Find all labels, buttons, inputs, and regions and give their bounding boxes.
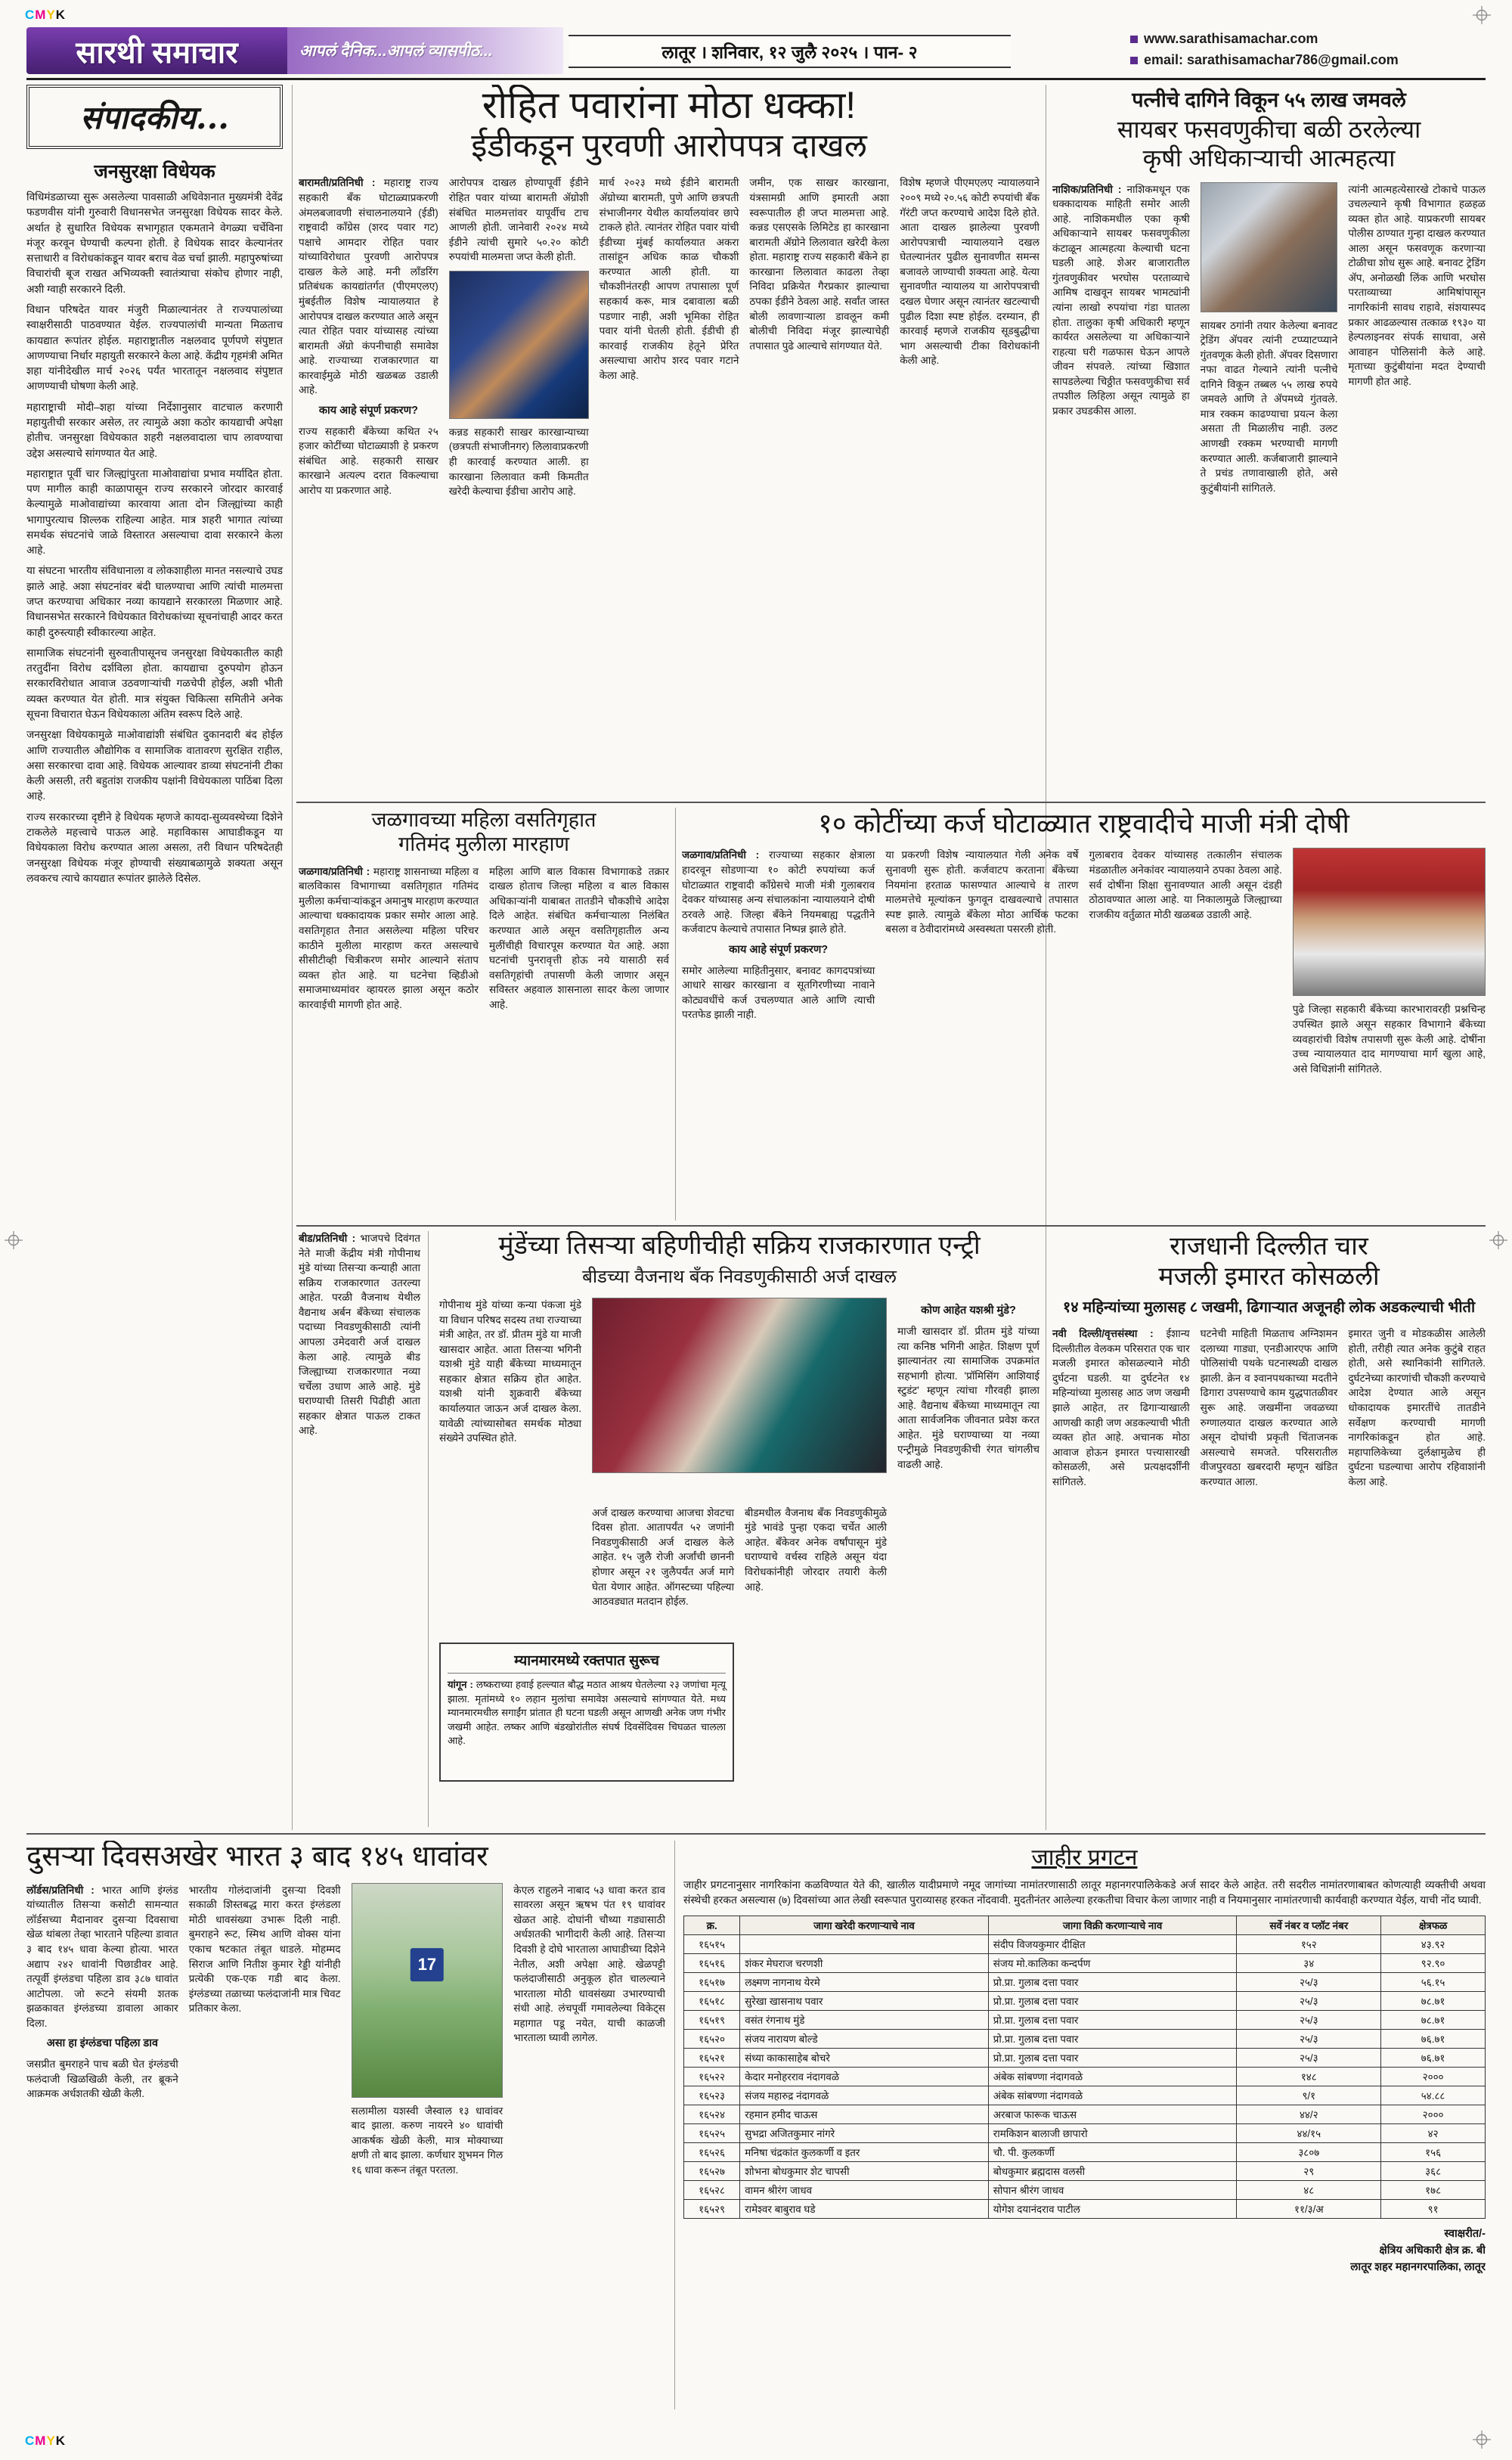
signature-line: स्वाक्षरीत/- (1444, 2228, 1486, 2240)
notice-table-cell: १७८ (1381, 2181, 1486, 2200)
loan-crosshead: काय आहे संपूर्ण प्रकरण? (729, 943, 829, 956)
cyber-kicker: पत्नीचे दागिने विकून ५५ लाख जमवले (1132, 88, 1406, 111)
notice-table-cell: वसंत रंगनाथ मुंडे (740, 2011, 989, 2030)
cmyk-mark-top: CMYK (25, 8, 67, 22)
notice-table-cell: प्रो.प्रा. गुलाब दत्ता पवार (988, 2049, 1237, 2068)
notice-table-cell: लक्ष्मण नागनाथ येरमे (740, 1973, 989, 1992)
notice-table-cell: २००० (1381, 2068, 1486, 2086)
notice-table-cell: १६५२६ (684, 2143, 740, 2162)
bullet-icon (1130, 57, 1138, 64)
notice-table-cell: ४४/२ (1237, 2105, 1381, 2124)
notice-title: जाहीर प्रगटन (1031, 1845, 1138, 1870)
hostel-headline-line2: गतिमंद मुलीला मारहाण (398, 833, 569, 856)
agriculture-officer-photo (1201, 182, 1338, 312)
notice-table-cell: सोपान श्रीरंग जाधव (988, 2181, 1237, 2200)
column-rule (292, 85, 293, 1830)
gulabrao-deokar-photo (1293, 848, 1486, 996)
editorial-column (26, 85, 287, 1816)
myanmar-text: लष्कराच्या हवाई हल्ल्यात बौद्ध मठात आश्रय घेतलेल्या २३ जणांचा मृत्यू झाला. मृतांमध्ये १० लहान मुलांचा समावेश असल्याचे सांगण्यात येते. मध्य म्यानमारमधील सगाईंग प्रांतात ही घटना घडली असून आणखी अनेक जण गंभीर जखमी आहेत. लष्कर आणि बंडखोरांतील संघर्ष दिवसेंदिवस चिघळत चालला आहे. (448, 1679, 726, 1747)
lead-body (299, 175, 1040, 780)
masthead-brand (26, 27, 287, 74)
munde-col-1: गोपीनाथ मुंडे यांच्या कन्या पंकजा मुंडे या विधान परिषद सदस्य तथा राज्याच्या मंत्री आहेत, तर डॉ. प्रीतम मुंडे या माजी खासदार आहेत. आता तिसऱ्या भगिनी यशश्री मुंडे याही बँकेच्या माध्यमातून सहकार क्षेत्रात सक्रिय होत आहेत. यशश्री यांनी शुक्रवारी बँकेच्या कार्यालयात जाऊन अर्ज दाखल केला. यावेळी त्यांच्यासोबत समर्थक मोठ्या संख्येने उपस्थित होते. (439, 1299, 581, 1444)
signature-line: क्षेत्रिय अधिकारी क्षेत्र क्र. बी (1379, 2244, 1486, 2257)
notice-table-cell: ५६.१५ (1381, 1973, 1486, 1992)
editorial-masthead-box (26, 85, 283, 149)
notice-table-cell: ३८०७ (1237, 2143, 1381, 2162)
notice-table (683, 1916, 1486, 2219)
cyber-dateline: नाशिक/प्रतिनिधी : (1052, 183, 1127, 195)
editorial-paragraph: विधान परिषदेत यावर मंजुरी मिळाल्यानंतर ते राज्यपालांच्या स्वाक्षरीसाठी पाठवण्यात येईल. राज्यपालांची मान्यता मिळताच कायद्यात रूपांतर होईल. महाराष्ट्रातील नक्षलवाद पूर्णपणे संपुष्टात आणण्याचा निर्धार महायुती सरकारने केला आहे. केंद्रीय गृहमंत्री अमित शहा यांनीदेखील मार्च २०२६ पर्यंत भारतातून नक्षलवाद संपुष्टात आणण्याची घोषणा केली आहे. (26, 303, 283, 392)
notice-table-cell: संजय नारायण बोल्डे (740, 2030, 989, 2049)
dateline-text: लातूर । शनिवार, १२ जुलै २०२५ । पान- २ (662, 42, 918, 62)
munde-crosshead: कोण आहेत यशश्री मुंडे? (921, 1304, 1016, 1317)
notice-table-cell: ३४ (1237, 1954, 1381, 1973)
cmyk-mark-bottom: CMYK (25, 2434, 67, 2448)
notice-table-cell: १६५२० (684, 2030, 740, 2049)
notice-table-cell: १६५२३ (684, 2086, 740, 2105)
notice-col-header: क्र. (684, 1916, 740, 1935)
notice-table-row (684, 2086, 1486, 2105)
lead-text: राज्य सहकारी बँकेच्या कथित २५ हजार कोटींच्या घोटाळ्याशी हे प्रकरण संबंधित आहे. सहकारी साखर कारखाने अत्यल्प दरात विकल्याचा आरोप या प्रकरणात आहे. (299, 425, 438, 496)
hostel-dateline: जळगाव/प्रतिनिधी : (299, 865, 373, 877)
notice-table-row (684, 2030, 1486, 2049)
notice-table-cell: २५/३ (1237, 2011, 1381, 2030)
notice-table-cell: प्रो.प्रा. गुलाब दत्ता पवार (988, 1992, 1237, 2011)
lead-headline: रोहित पवारांना मोठा धक्का! (482, 85, 857, 126)
munde-main-column (439, 1231, 1040, 1827)
loan-col-2: या प्रकरणी विशेष न्यायालयात गेली अनेक वर्षे सुनावणी सुरू होती. कर्जवाटप करताना बँकेच्या नियमांना हरताळ फासण्यात आल्याचे व तारण मालमत्तेचे मूल्यांकन फुगवून दाखवल्याचे तपासात स्पष्ट झाले. त्यामुळे बँकेला मोठा आर्थिक फटका बसला व ठेवीदारांमध्ये अस्वस्थता पसरली होती. (885, 849, 1079, 935)
notice-table-cell: १६५१५ (684, 1935, 740, 1954)
notice-table-row (684, 1973, 1486, 1992)
cricket-text: जसप्रीत बुमराहने पाच बळी घेत इंग्लंडची फलंदाजी खिळखिळी केली, तर ब्रूकने आक्रमक अर्धशतकी खेळी केली. (26, 2058, 178, 2100)
munde-col-4 (897, 1298, 1040, 1635)
notice-table-cell: रामेश्वर बाबुराव घडे (740, 2200, 989, 2219)
notice-table-cell: १६५१६ (684, 1954, 740, 1973)
notice-table-cell: २५/३ (1237, 2030, 1381, 2049)
notice-table-cell: १६५२७ (684, 2162, 740, 2181)
notice-table-cell: शंकर मेघराज चरणशी (740, 1954, 989, 1973)
munde-lead-column (299, 1231, 429, 1827)
notice-table-cell: चौ. पी. कुलकर्णी (988, 2143, 1237, 2162)
notice-table-cell: ४८ (1237, 2181, 1381, 2200)
hostel-text: महाराष्ट्र शासनाच्या महिला व बालविकास विभागाच्या वसतिगृहात गतिमंद मुलीला कर्मचाऱ्यांकडून अमानुष मारहाण करण्यात आल्याचा धक्कादायक प्रकार समोर आला आहे. वसतिगृहात तैनात असलेल्या महिला परिचर काठीने मुलीला मारहाण करत असल्याचे सीसीटीव्ही चित्रीकरण समोर आल्याने संताप व्यक्त होत आहे. या घटनेचा व्हिडीओ समाजमाध्यमांवर व्हायरल झाला असून कठोर कारवाईची मागणी होत आहे. (299, 865, 479, 1010)
jersey-number: 17 (411, 1948, 444, 1981)
notice-table-cell: २५/३ (1237, 1973, 1381, 1992)
notice-intro: जाहीर प्रगटनानुसार नागरिकांना कळविण्यात येते की, खालील यादीप्रमाणे नमूद जागांच्या नामांतरणासाठी लातूर महानगरपालिकेकडे अर्ज सादर केले आहेत. तरी सदरील नामांतरणाबाबत कोणत्याही व्यक्तीची अथवा संस्थेची हरकत असल्यास (७) दिवसांच्या आत लेखी स्वरूपात पुराव्यासह हरकत नोंदवावी. मुदतीनंतर आलेल्या हरकतीचा विचार केला जाणार नाही व नियमानुसार नामांतरणाची कार्यवाही करण्यात येईल, याची नोंद घ्यावी. (683, 1879, 1486, 1906)
registration-mark (1489, 1231, 1507, 1249)
delhi-subheadline: १४ महिन्यांच्या मुलासह ८ जखमी, ढिगाऱ्यात अजूनही लोक अडकल्याची भीती (1062, 1299, 1476, 1317)
signature-line: लातूर शहर महानगरपालिका, लातूर (1350, 2260, 1486, 2273)
cyber-fraud-story (1052, 85, 1486, 799)
editorial-paragraph: महाराष्ट्राची मोदी–शहा यांच्या निर्देशानुसार वाटचाल करणारी महायुतीची सरकार असेल, तर त्यामुळे अशा कठोर कायद्याची अपेक्षा होतीच. जनसुरक्षा विधेयकात शहरी नक्षलवादाला चाप लावण्याचा उद्देश असल्याचे सांगण्यात येत आहे. (26, 401, 283, 459)
cyber-text: सायबर ठगांनी तयार केलेल्या बनावट ट्रेडिंग ॲपवर त्यांनी टप्प्याटप्प्याने गुंतवणूक केली होती. ॲपवर दिसणारा नफा वाढत गेल्याने त्यांनी पत्नीचे दागिने विकून तब्बल ५५ लाख रुपये जमवले आणि ते ॲपमध्ये गुंतवले. मात्र रक्कम काढण्याचा प्रयत्न केला असता ती मिळालीच नाही. उलट आणखी रक्कम भरण्याची मागणी करण्यात आली. कर्जबाजारी झाल्याने ते प्रचंड तणावाखाली होते, असे कुटुंबीयांनी सांगितले. (1200, 319, 1338, 494)
myanmar-headline: म्यानमारमध्ये रक्तपात सुरूच (448, 1650, 726, 1674)
lead-crosshead: काय आहे संपूर्ण प्रकरण? (318, 404, 418, 417)
notice-table-cell: प्रो.प्रा. गुलाब दत्ता पवार (988, 2030, 1237, 2049)
registration-mark (1473, 2431, 1491, 2449)
notice-table-cell: ४२ (1381, 2124, 1486, 2143)
notice-table-cell: १६५१९ (684, 2011, 740, 2030)
notice-table-cell: संध्या काकासाहेब बोचरे (740, 2049, 989, 2068)
notice-table-cell: मनिषा चंद्रकांत कुलकर्णी व इतर (740, 2143, 989, 2162)
cricket-headline: दुसऱ्या दिवसअखेर भारत ३ बाद १४५ धावांवर (26, 1841, 488, 1872)
loan-text: राज्याच्या सहकार क्षेत्राला हादरवून सोडणाऱ्या १० कोटी रुपयांच्या कर्ज घोटाळ्यात राष्ट्रवादी काँग्रेसचे माजी मंत्री गुलाबराव देवकर यांच्यासह अन्य संचालकांना न्यायालयाने दोषी ठरवले आहे. जिल्हा बँकेने नियमबाह्य पद्धतीने कर्जवाटप केल्याचे तपासात निष्पन्न झाले होते. (682, 849, 875, 935)
notice-table-cell: १६५१७ (684, 1973, 740, 1992)
notice-table-row (684, 2200, 1486, 2219)
cricket-col-2: भारतीय गोलंदाजांनी दुसऱ्या दिवशी सकाळी शिस्तबद्ध मारा करत इंग्लंडला मोठी धावसंख्या उभारू दिली नाही. बुमराहने रूट, स्मिथ आणि वोक्स यांना एकाच षटकात तंबूत धाडले. मोहम्मद सिराज आणि नितीश कुमार रेड्डी यांनीही प्रत्येकी एक-एक गडी बाद केला. इंग्लंडच्या तळाच्या फलंदाजांनी मात्र चिवट प्रतिकार केला. (188, 1884, 341, 2015)
hostel-body (299, 864, 669, 1205)
notice-table-row (684, 1954, 1486, 1973)
notice-table-head (684, 1916, 1486, 1935)
notice-table-row (684, 2011, 1486, 2030)
notice-table-cell: रामकिशन बालाजी छापारो (988, 2124, 1237, 2143)
notice-table-cell: २९ (1237, 2162, 1381, 2181)
lead-col-2 (449, 175, 589, 780)
lead-col-3: मार्च २०२३ मध्ये ईडीने बारामती ॲग्रोच्या बारामती, पुणे आणि छत्रपती संभाजीनगर येथील कार्यालयांवर छापे टाकले होते. त्यानंतर रोहित पवार यांची ईडीच्या मुंबई कार्यालयात अकरा तासांहून अधिक काळ चौकशी करण्यात आली होती. या चौकशीनंतरही आपण तपासाला पूर्ण सहकार्य करू, मात्र दबावाला बळी पडणार नाही, अशी भूमिका रोहित पवार यांनी घेतली होती. ईडीची ही कारवाई राजकीय हेतूने प्रेरित असल्याचा आरोप शरद पवार गटाने केला आहे. (599, 177, 739, 381)
munde-sisters-photo (592, 1298, 887, 1473)
cricket-body (26, 1883, 665, 2390)
munde-text: माजी खासदार डॉ. प्रीतम मुंडे यांच्या त्या कनिष्ठ भगिनी आहेत. शिक्षण पूर्ण झाल्यानंतर त्या सामाजिक उपक्रमांत सहभागी होत्या. 'प्रॉमिसिंग आशियाई स्टुडंट' म्हणून त्यांचा गौरवही झाला आहे. वैद्यनाथ बँकेच्या माध्यमातून त्या आता सार्वजनिक जीवनात प्रवेश करत आहेत. मुंडे घराण्याच्या या नव्या एन्ट्रीमुळे निवडणुकीची रंगत चांगलीच वाढली आहे. (897, 1325, 1040, 1471)
editorial-paragraph: या संघटना भारतीय संविधानाला व लोकशाहीला मानत नसल्याचे उघड झाले आहे. अशा संघटनांवर बंदी घालण्याचा आणि त्यांची मालमत्ता जप्त करण्याचा अधिकार नव्या कायद्याने सरकारला मिळणार आहे. विधानसभेत सरकारने विधेयकात विरोधकांच्या सूचनांचाही आदर करत काही दुरुस्त्याही स्वीकारल्या आहेत. (26, 565, 283, 638)
notice-signature (683, 2226, 1486, 2275)
public-notice (683, 1841, 1486, 2412)
newspaper-name: सारथी समाचार (76, 36, 238, 70)
notice-table-row (684, 1992, 1486, 2011)
editorial-paragraph: विधिमंडळाच्या सुरू असलेल्या पावसाळी अधिवेशनात मुख्यमंत्री देवेंद्र फडणवीस यांनी गुरुवारी विधानसभेत जनसुरक्षा विधेयक सादर केले. अर्थात हे सुधारित विधेयक सभागृहात एकमताने वेगळ्या चर्चेविना मंजूर करवून घेण्याची कल्पना होती. हे विधेयक सादर केल्यानंतर सत्ताधारी व विरोधकांकडून यावर बराच वेळ चर्चा झाली. महापुरुषांच्या विचारांची बूज राखत अभिव्यक्ती स्वातंत्र्याचा संकोच होणार नाही, अशी ग्वाही सरकारने दिली. (26, 191, 283, 295)
cricket-text: भारत आणि इंग्लंड यांच्यातील तिसऱ्या कसोटी सामन्यात लॉर्डसच्या मैदानावर दुसऱ्या दिवसाचा खेळ थांबला तेव्हा भारताने पहिल्या डावात ३ बाद १४५ धावा केल्या होत्या. भारत अद्याप २४२ धावांनी पिछाडीवर आहे. तत्पूर्वी इंग्लंडचा पहिला डाव ३८७ धावांत आटोपला. जो रूटने संयमी शतक झळकावत इंग्लंडच्या डावाला आकार दिला. (26, 1884, 178, 2029)
notice-table-cell (740, 1935, 989, 1954)
lead-text: महाराष्ट्र राज्य सहकारी बँक घोटाळ्याप्रकरणी अंमलबजावणी संचालनालयाने (ईडी) राष्ट्रवादी काँग्रेस (शरद पवार गट) पक्षाचे आमदार रोहित पवार यांच्याविरोधात पुरवणी आरोपपत्र दाखल केले आहे. मनी लाँडरिंग प्रतिबंधक कायद्यांतर्गत (पीएमएलए) मुंबईतील विशेष न्यायालयात हे आरोपपत्र दाखल करण्यात आले असून त्यात रोहित पवार यांच्यासह त्यांच्या बारामती ॲग्रो कंपनीचाही समावेश आहे. राज्याच्या राजकारणात या कारवाईमुळे मोठी खळबळ उडाली आहे. (299, 177, 438, 396)
masthead-tagline (287, 27, 563, 74)
editorial-body (26, 190, 283, 886)
delhi-headline-line1: राजधानी दिल्लीत चार (1170, 1232, 1368, 1261)
lead-col-4: जमीन, एक साखर कारखाना, यंत्रसामग्री आणि इमारती अशा स्वरूपातील ही जप्त मालमत्ता आहे. कन्नड एसएसके लिमिटेड हा कारखाना बारामती ॲग्रोने लिलावात खरेदी केला होता. महाराष्ट्र राज्य सहकारी बँकेने हा कारखाना लिलावात काढला तेव्हा निविदा प्रक्रियेत गैरप्रकार झाल्याचा ठपका ईडीने ठेवला आहे. सर्वांत जास्त बोली लावणाऱ्याला डावलून कमी बोलीची निविदा मंजूर झाल्याचेही तपासात पुढे आल्याचे सांगण्यात येते. (749, 177, 890, 352)
cricket-text: सलामीला यशस्वी जैस्वाल १३ धावांवर बाद झाला. करुण नायरने ४० धावांची आकर्षक खेळी केली, मात्र मोक्याच्या क्षणी तो बाद झाला. कर्णधार शुभमन गिल १६ धावा करून तंबूत परतला. (351, 2105, 503, 2176)
lead-col-1 (299, 175, 438, 780)
column-rule (675, 808, 676, 1221)
notice-table-cell: ९२.९० (1381, 1954, 1486, 1973)
notice-table-cell: १६५२८ (684, 2181, 740, 2200)
munde-text: भाजपचे दिवंगत नेते माजी केंद्रीय मंत्री गोपीनाथ मुंडे यांच्या तिसऱ्या कन्याही आता सक्रिय राजकारणात उतरल्या आहेत. परळी वैजनाथ येथील वैद्यनाथ अर्बन बँकेच्या संचालक पदाच्या निवडणुकीसाठी त्यांनी आपला उमेदवारी अर्ज दाखल केला आहे. त्यामुळे बीड जिल्ह्याच्या राजकारणात नव्या चर्चेला उधाण आले आहे. मुंडे घराण्याची तिसरी पिढीही आता सहकार क्षेत्रात पाऊल टाकत आहे. (299, 1233, 420, 1437)
notice-table-cell: १५२ (1237, 1935, 1381, 1954)
lead-text: आरोपपत्र दाखल होण्यापूर्वी ईडीने रोहित पवार यांच्या बारामती ॲग्रोशी संबंधित मालमत्तांवर यापूर्वीच टाच आणली होती. जानेवारी २०२४ मध्ये ईडीने त्यांची सुमारे ५०.२० कोटी रुपयांची मालमत्ता जप्त केली होती. (448, 177, 589, 263)
masthead-dateline (569, 35, 1011, 68)
website-text: www.sarathisamachar.com (1144, 31, 1318, 46)
hostel-col-1 (299, 864, 479, 1205)
notice-table-body (684, 1935, 1486, 2219)
munde-story (299, 1231, 1040, 1827)
notice-table-cell: २५/३ (1237, 1992, 1381, 2011)
notice-table-cell: ४३.९२ (1381, 1935, 1486, 1954)
delhi-body (1052, 1326, 1486, 1810)
cyber-headline (1052, 116, 1486, 173)
notice-table-cell: संजय महारुद्र नंदागवळे (740, 2086, 989, 2105)
notice-col-header: जागा विक्री करणाऱ्याचे नाव (988, 1916, 1237, 1935)
notice-table-cell: सुरेखा खासनाथ पवार (740, 1992, 989, 2011)
bullet-icon (1130, 36, 1138, 43)
cricket-col-3 (352, 1883, 503, 2390)
notice-table-cell: योगेश दयानंदराव पाटील (988, 2200, 1237, 2219)
notice-table-cell: १५६ (1381, 2143, 1486, 2162)
notice-table-cell: ७८.७१ (1381, 1992, 1486, 2011)
delhi-headline (1052, 1231, 1486, 1292)
section-rule (296, 1225, 1486, 1227)
notice-table-cell: ९१ (1381, 2200, 1486, 2219)
loan-scam-story (682, 808, 1486, 1220)
notice-table-cell: बोधकुमार ब्रह्मदास वलसी (988, 2162, 1237, 2181)
notice-table-cell: ५४.८८ (1381, 2086, 1486, 2105)
notice-table-cell: १६५२५ (684, 2124, 740, 2143)
notice-col-header: क्षेत्रफळ (1381, 1916, 1486, 1935)
notice-table-cell: संदीप विजयकुमार दीक्षित (988, 1935, 1237, 1954)
notice-table-cell: १४८ (1237, 2068, 1381, 2086)
editorial-script-title: संपादकीय... (80, 99, 229, 136)
delhi-col-1 (1052, 1326, 1190, 1810)
masthead-contact (1130, 29, 1486, 71)
notice-table-row (684, 2068, 1486, 2086)
hostel-headline-line1: जळगावच्या महिला वसतिगृहात (371, 808, 596, 831)
cricket-dateline: लॉर्डस/प्रतिनिधी : (26, 1884, 102, 1896)
editorial-paragraph: जनसुरक्षा विधेयकामुळे माओवाद्यांशी संबंधित दुकानदारी बंद होईल आणि राज्यातील औद्योगिक व सामाजिक वातावरण सुरक्षित राहील, असा सरकारचा दावा आहे. विधेयक आल्यावर डाव्या संघटनांनी टीका केली असली, तरी बहुतांश राजकीय पक्षांनी विधेयकाला पाठिंबा दिला आहे. (26, 729, 283, 802)
loan-text: समोर आलेल्या माहितीनुसार, बनावट कागदपत्रांच्या आधारे साखर कारखाना व सूतगिरणीच्या नावाने कोट्यवधींचे कर्ज उचलण्यात आले आणि त्याची परतफेड झाली नाही. (682, 964, 875, 1021)
cyber-headline-line2: कृषी अधिकाऱ्याची आत्महत्या (1142, 144, 1396, 172)
hostel-col-2: महिला आणि बाल विकास विभागाकडे तक्रार दाखल होताच जिल्हा महिला व बाल विकास अधिकाऱ्यांनी याबाबत तातडीने चौकशीचे आदेश दिले आहेत. संबंधित कर्मचाऱ्याला निलंबित करण्यात आले असून वसतिगृहातील अन्य मुलींचीही विचारपूस करण्यात येत आहे. अशा घटनांची पुनरावृत्ती होऊ नये यासाठी सर्व वसतिगृहांची तपासणी केली जाणार असून सविस्तर अहवाल शासनाला सादर केला जाणार आहे. (489, 865, 669, 1010)
munde-subheadline: बीडच्या वैजनाथ बँक निवडणुकीसाठी अर्ज दाखल (582, 1267, 897, 1288)
lead-dateline: बारामती/प्रतिनिधी : (299, 177, 384, 189)
notice-table-row (684, 2143, 1486, 2162)
cricket-crosshead: असा हा इंग्लंडचा पहिला डाव (46, 2037, 159, 2050)
notice-table-cell: शोभना बोधकुमार शेट चापसी (740, 2162, 989, 2181)
editorial-paragraph: सामाजिक संघटनांनी सुरुवातीपासूनच जनसुरक्षा विधेयकातील काही तरतुदींना विरोध दर्शविला होता. कायद्याचा दुरुपयोग होऊन सरकारविरोधात आवाज उठवणाऱ्यांची गळचेपी होईल, अशी भीती व्यक्त करण्यात येत होती. मात्र संयुक्त चिकित्सा समितीने अनेक सूचना विचारात घेऊन विधेयकाला अंतिम स्वरूप दिले आहे. (26, 647, 283, 720)
notice-table-cell: रहमान हमीद चाऊस (740, 2105, 989, 2124)
column-rule (674, 1841, 675, 2409)
notice-table-row (684, 2105, 1486, 2124)
loan-col-3: गुलाबराव देवकर यांच्यासह तत्कालीन संचालक मंडळातील अनेकांवर न्यायालयाने ठपका ठेवला आहे. सर्व दोषींना शिक्षा सुनावण्यात आली असून दंडही ठोठावण्यात आला आहे. या निकालामुळे जिल्ह्याच्या राजकीय वर्तुळात मोठी खळबळ उडाली आहे. (1089, 849, 1282, 920)
myanmar-story (439, 1643, 734, 1782)
delhi-col-2: घटनेची माहिती मिळताच अग्निशमन दलाच्या गाड्या, एनडीआरएफ आणि पोलिसांची पथके घटनास्थळी दाखल झाली. क्रेन व श्वानपथकाच्या मदतीने ढिगारा उपसण्याचे काम युद्धपातळीवर सुरू आहे. जखमींना जवळच्या रुग्णालयात दाखल करण्यात आले असून दोघांची प्रकृती चिंताजनक असल्याचे समजते. परिसरातील वीजपुरवठा खबरदारी म्हणून खंडित करण्यात आला. (1200, 1328, 1338, 1487)
delhi-dateline: नवी दिल्ली/वृत्तसंस्था : (1052, 1328, 1167, 1340)
cyber-headline-line1: सायबर फसवणुकीचा बळी ठरलेल्या (1117, 116, 1421, 143)
delhi-collapse-story (1052, 1231, 1486, 1827)
notice-table-row (684, 2162, 1486, 2181)
delhi-col-3: इमारत जुनी व मोडकळीस आलेली होती, तरीही त्यात अनेक कुटुंबे राहत होती, असे स्थानिकांनी सांगितले. दुर्घटनेच्या कारणांची चौकशी करण्याचे आदेश देण्यात आले असून धोकादायक इमारतींचे तातडीने सर्वेक्षण करण्याची मागणी नागरिकांकडून होत आहे. महापालिकेच्या दुर्लक्षामुळेच ही दुर्घटना घडल्याचा आरोप रहिवाशांनी केला आहे. (1348, 1328, 1486, 1487)
notice-table-cell: अंबेक सांबण्णा नंदागवळे (988, 2068, 1237, 2086)
munde-col-3: बीडमधील वैजनाथ बँक निवडणुकीमुळे मुंडे भावंडे पुन्हा एकदा चर्चेत आली आहेत. बँकेवर अनेक वर्षांपासून मुंडे घराण्याचे वर्चस्व राहिले असून यंदा विरोधकांनीही जोरदार तयारी केली आहे. (745, 1506, 887, 1593)
cyber-body (1052, 182, 1486, 780)
email-text: email: sarathisamachar786@gmail.com (1144, 51, 1399, 67)
myanmar-body (448, 1678, 726, 1748)
notice-table-cell: ४४/१५ (1237, 2124, 1381, 2143)
notice-table-cell: प्रो.प्रा. गुलाब दत्ता पवार (988, 1973, 1237, 1992)
cyber-col-3: त्यांनी आत्महत्येसारखे टोकाचे पाऊल उचलल्याने कृषी विभागात हळहळ व्यक्त होत आहे. याप्रकरणी सायबर पोलीस ठाण्यात गुन्हा दाखल करण्यात आला असून फसवणूक करणाऱ्या टोळीचा शोध सुरू आहे. बनावट ट्रेडिंग ॲप, अनोळखी लिंक आणि भरघोस परताव्याच्या आमिषांपासून नागरिकांनी सावध राहावे, संशयास्पद प्रकार आढळल्यास तत्काळ १९३० या हेल्पलाइनवर संपर्क साधावा, असे आवाहन पोलिसांनी केले आहे. मृताच्या कुटुंबीयांना मदत देण्याची मागणी होत आहे. (1348, 183, 1486, 387)
cyber-col-2 (1201, 182, 1338, 780)
lead-col-5: विशेष म्हणजे पीएमएलए न्यायालयाने २००९ मध्ये २०.५६ कोटी रुपयांची बँक गॅरंटी जप्त करण्याचे आदेश दिले होते. आता दाखल झालेल्या पुरवणी आरोपपत्राची न्यायालयाने दखल घेतल्यानंतर पुढील सुनावणीत समन्स बजावले जाण्याची शक्यता आहे. येत्या सुनावणीत न्यायालय या आरोपपत्राची दखल घेणार असून त्यानंतर खटल्याची पुढील दिशा स्पष्ट होईल. दरम्यान, ही कारवाई म्हणजे राजकीय सूडबुद्धीचा भाग असल्याची टीका विरोधकांनी केली आहे. (900, 177, 1040, 367)
notice-col-header: सर्वे नंबर व प्लॉट नंबर (1237, 1916, 1381, 1935)
batsman-photo (352, 1883, 503, 2098)
tagline-text: आपलं दैनिक...आपलं व्यासपीठ... (299, 42, 493, 60)
notice-table-cell: ११/३/अ (1237, 2200, 1381, 2219)
masthead-rule (26, 78, 1486, 80)
cricket-col-4: केएल राहुलने नाबाद ५३ धावा करत डाव सावरला असून ऋषभ पंत १९ धावांवर खेळत आहे. दोघांनी चौथ्या गड्यासाठी अर्धशतकी भागीदारी केली आहे. तिसऱ्या दिवशी हे दोघे भारताला आघाडीच्या दिशेने नेतील, अशी अपेक्षा आहे. खेळपट्टी फलंदाजीसाठी अनुकूल होत चालल्याने भारताला मोठी धावसंख्या उभारण्याची संधी आहे. लंचपूर्वी गमावलेल्या विकेट्स महागात पडू नयेत, याची काळजी भारताला घ्यावी लागेल. (513, 1884, 665, 2044)
delhi-text: ईशान्य दिल्लीतील वेलकम परिसरात एक चार मजली इमारत कोसळल्याने मोठी दुर्घटना घडली. या दुर्घटनेत १४ महिन्यांच्या मुलासह आठ जण जखमी झाले आहेत, तर ढिगाऱ्याखाली आणखी काही जण अडकल्याची भीती व्यक्त होत आहे. अचानक मोठा आवाज होऊन इमारत पत्त्यासारखी कोसळली, असे प्रत्यक्षदर्शींनी सांगितले. (1052, 1328, 1190, 1487)
editorial-headline: जनसुरक्षा विधेयक (94, 161, 215, 182)
notice-table-cell: १६५२२ (684, 2068, 740, 2086)
notice-table-cell: १६५२१ (684, 2049, 740, 2068)
notice-table-row (684, 1935, 1486, 1954)
munde-headline: मुंडेंच्या तिसऱ्या बहिणीचीही सक्रिय राजकारणात एन्ट्री (498, 1231, 981, 1260)
notice-table-cell: सुभद्रा अजितकुमार नांगरे (740, 2124, 989, 2143)
notice-table-row (684, 2181, 1486, 2200)
rohit-pawar-photo (449, 271, 589, 419)
notice-table-row (684, 2124, 1486, 2143)
notice-table-cell: ९/१ (1237, 2086, 1381, 2105)
notice-table-cell: अरबाज फारूक चाऊस (988, 2105, 1237, 2124)
registration-mark (5, 1231, 23, 1249)
cyber-text: नाशिकमधून एक धक्कादायक माहिती समोर आली आहे. नाशिकमधील एका कृषी अधिकाऱ्याने सायबर फसवणुकीला कंटाळून आत्महत्या केल्याची घटना घडली आहे. शेअर बाजारातील गुंतवणुकीवर भरघोस परताव्याचे आमिष दाखवून सायबर भामट्यांनी त्यांना लाखो रुपयांचा गंडा घातला होता. तालुका कृषी अधिकारी म्हणून कार्यरत असलेल्या या अधिकाऱ्याने राहत्या घरी गळफास घेऊन आपले जीवन संपवले. त्यांच्या खिशात सापडलेल्या चिठ्ठीत फसवणुकीचा सर्व तपशील लिहिला असून त्यामुळे हा प्रकार उघडकीस आला. (1052, 183, 1190, 417)
loan-headline: १० कोटींच्या कर्ज घोटाळ्यात राष्ट्रवादीचे माजी मंत्री दोषी (818, 808, 1349, 839)
notice-table-row (684, 2049, 1486, 2068)
notice-table-cell: अंबेक सांबण्णा नंदागवळे (988, 2086, 1237, 2105)
section-rule (296, 802, 1486, 803)
loan-dateline: जळगाव/प्रतिनिधी : (682, 849, 769, 861)
notice-table-cell: २००० (1381, 2105, 1486, 2124)
cricket-col-1 (26, 1883, 178, 2390)
notice-table-cell: ७६.७१ (1381, 2030, 1486, 2049)
lead-subheadline: ईडीकडून पुरवणी आरोपपत्र दाखल (471, 128, 867, 164)
section-rule (26, 1833, 1486, 1835)
notice-table-cell: केदार मनोहरराव नंदागवळे (740, 2068, 989, 2086)
loan-text: पुढे जिल्हा सहकारी बँकेच्या कारभारावरही प्रश्नचिन्ह उपस्थित झाले असून सहकार विभागाने बँकेच्या व्यवहारांची विशेष तपासणी सुरू केली आहे. दोषींना उच्च न्यायालयात दाद मागण्याचा मार्ग खुला आहे, असे विधिज्ञांनी सांगितले. (1292, 1004, 1486, 1075)
lead-story (299, 85, 1040, 799)
loan-body (682, 848, 1486, 1196)
munde-col-2: अर्ज दाखल करण्याचा आजचा शेवटचा दिवस होता. आतापर्यंत ५२ जणांनी निवडणुकीसाठी अर्ज दाखल केले आहेत. १५ जुलै रोजी अर्जांची छाननी होणार असून २१ जुलैपर्यंत अर्ज मागे घेता येणार आहेत. ऑगस्टच्या पहिल्या आठवड्यात मतदान होईल. (592, 1506, 734, 1608)
loan-col-1 (682, 848, 875, 1196)
delhi-headline-line2: मजली इमारत कोसळली (1158, 1262, 1380, 1292)
registration-mark (1473, 6, 1491, 24)
notice-table-cell: १६५१८ (684, 1992, 740, 2011)
munde-dateline: बीड/प्रतिनिधी : (299, 1233, 361, 1244)
editorial-paragraph: महाराष्ट्रात पूर्वी चार जिल्ह्यांपुरता माओवाद्यांचा प्रभाव मर्यादित होता. पण मागील काही काळापासून राज्य सरकारने जोरदार कारवाई केल्यामुळे माओवाद्यांच्या कारवाया आता दोन जिल्ह्यांच्या काही भागापुरत्याच शिल्लक राहिल्या आहेत. मात्र शहरी भागात त्यांच्या समर्थक संघटनांचे जाळे विस्तारत असल्याचा दावा सरकारने केला आहे. (26, 467, 283, 557)
munde-body (439, 1298, 1040, 1782)
notice-table-cell: १६५२४ (684, 2105, 740, 2124)
notice-col-header: जागा खरेदी करणाऱ्याचे नाव (740, 1916, 989, 1935)
notice-table-cell: प्रो.प्रा. गुलाब दत्ता पवार (988, 2011, 1237, 2030)
editorial-paragraph: राज्य सरकारच्या दृष्टीने हे विधेयक म्हणजे कायदा-सुव्यवस्थेच्या दिशेने टाकलेले महत्त्वाचे पाऊल आहे. महाविकास आघाडीकडून या विधेयकाला विरोध करण्यात आला असला, तरी विधान परिषदेतही जनसुरक्षा विधेयक मंजूर होण्याची संख्याबळामुळे शक्यता असून लवकरच त्याचे कायद्यात रूपांतर झालेले दिसेल. (26, 811, 283, 884)
notice-table-cell: संजय मो.कालिका कन्दर्पण (988, 1954, 1237, 1973)
hostel-headline (299, 808, 669, 857)
notice-table-cell: १६५२९ (684, 2200, 740, 2219)
notice-table-cell: वामन श्रीरंग जाधव (740, 2181, 989, 2200)
cyber-col-1 (1052, 182, 1190, 780)
notice-table-cell: ७८.७१ (1381, 2011, 1486, 2030)
myanmar-dateline: यांगून : (448, 1679, 476, 1691)
notice-table-cell: ७६.७१ (1381, 2049, 1486, 2068)
loan-col-4 (1293, 848, 1486, 1196)
notice-table-cell: ३६८ (1381, 2162, 1486, 2181)
hostel-story (299, 808, 669, 1220)
cricket-story (26, 1841, 665, 2408)
lead-text: कन्नड सहकारी साखर कारखान्याच्या (छत्रपती संभाजीनगर) लिलावाप्रकरणी ही कारवाई करण्यात आली. हा कारखाना लिलावात कमी किमतीत खरेदी केल्याचा ईडीचा आरोप आहे. (448, 426, 589, 498)
notice-table-cell: २५/३ (1237, 2049, 1381, 2068)
